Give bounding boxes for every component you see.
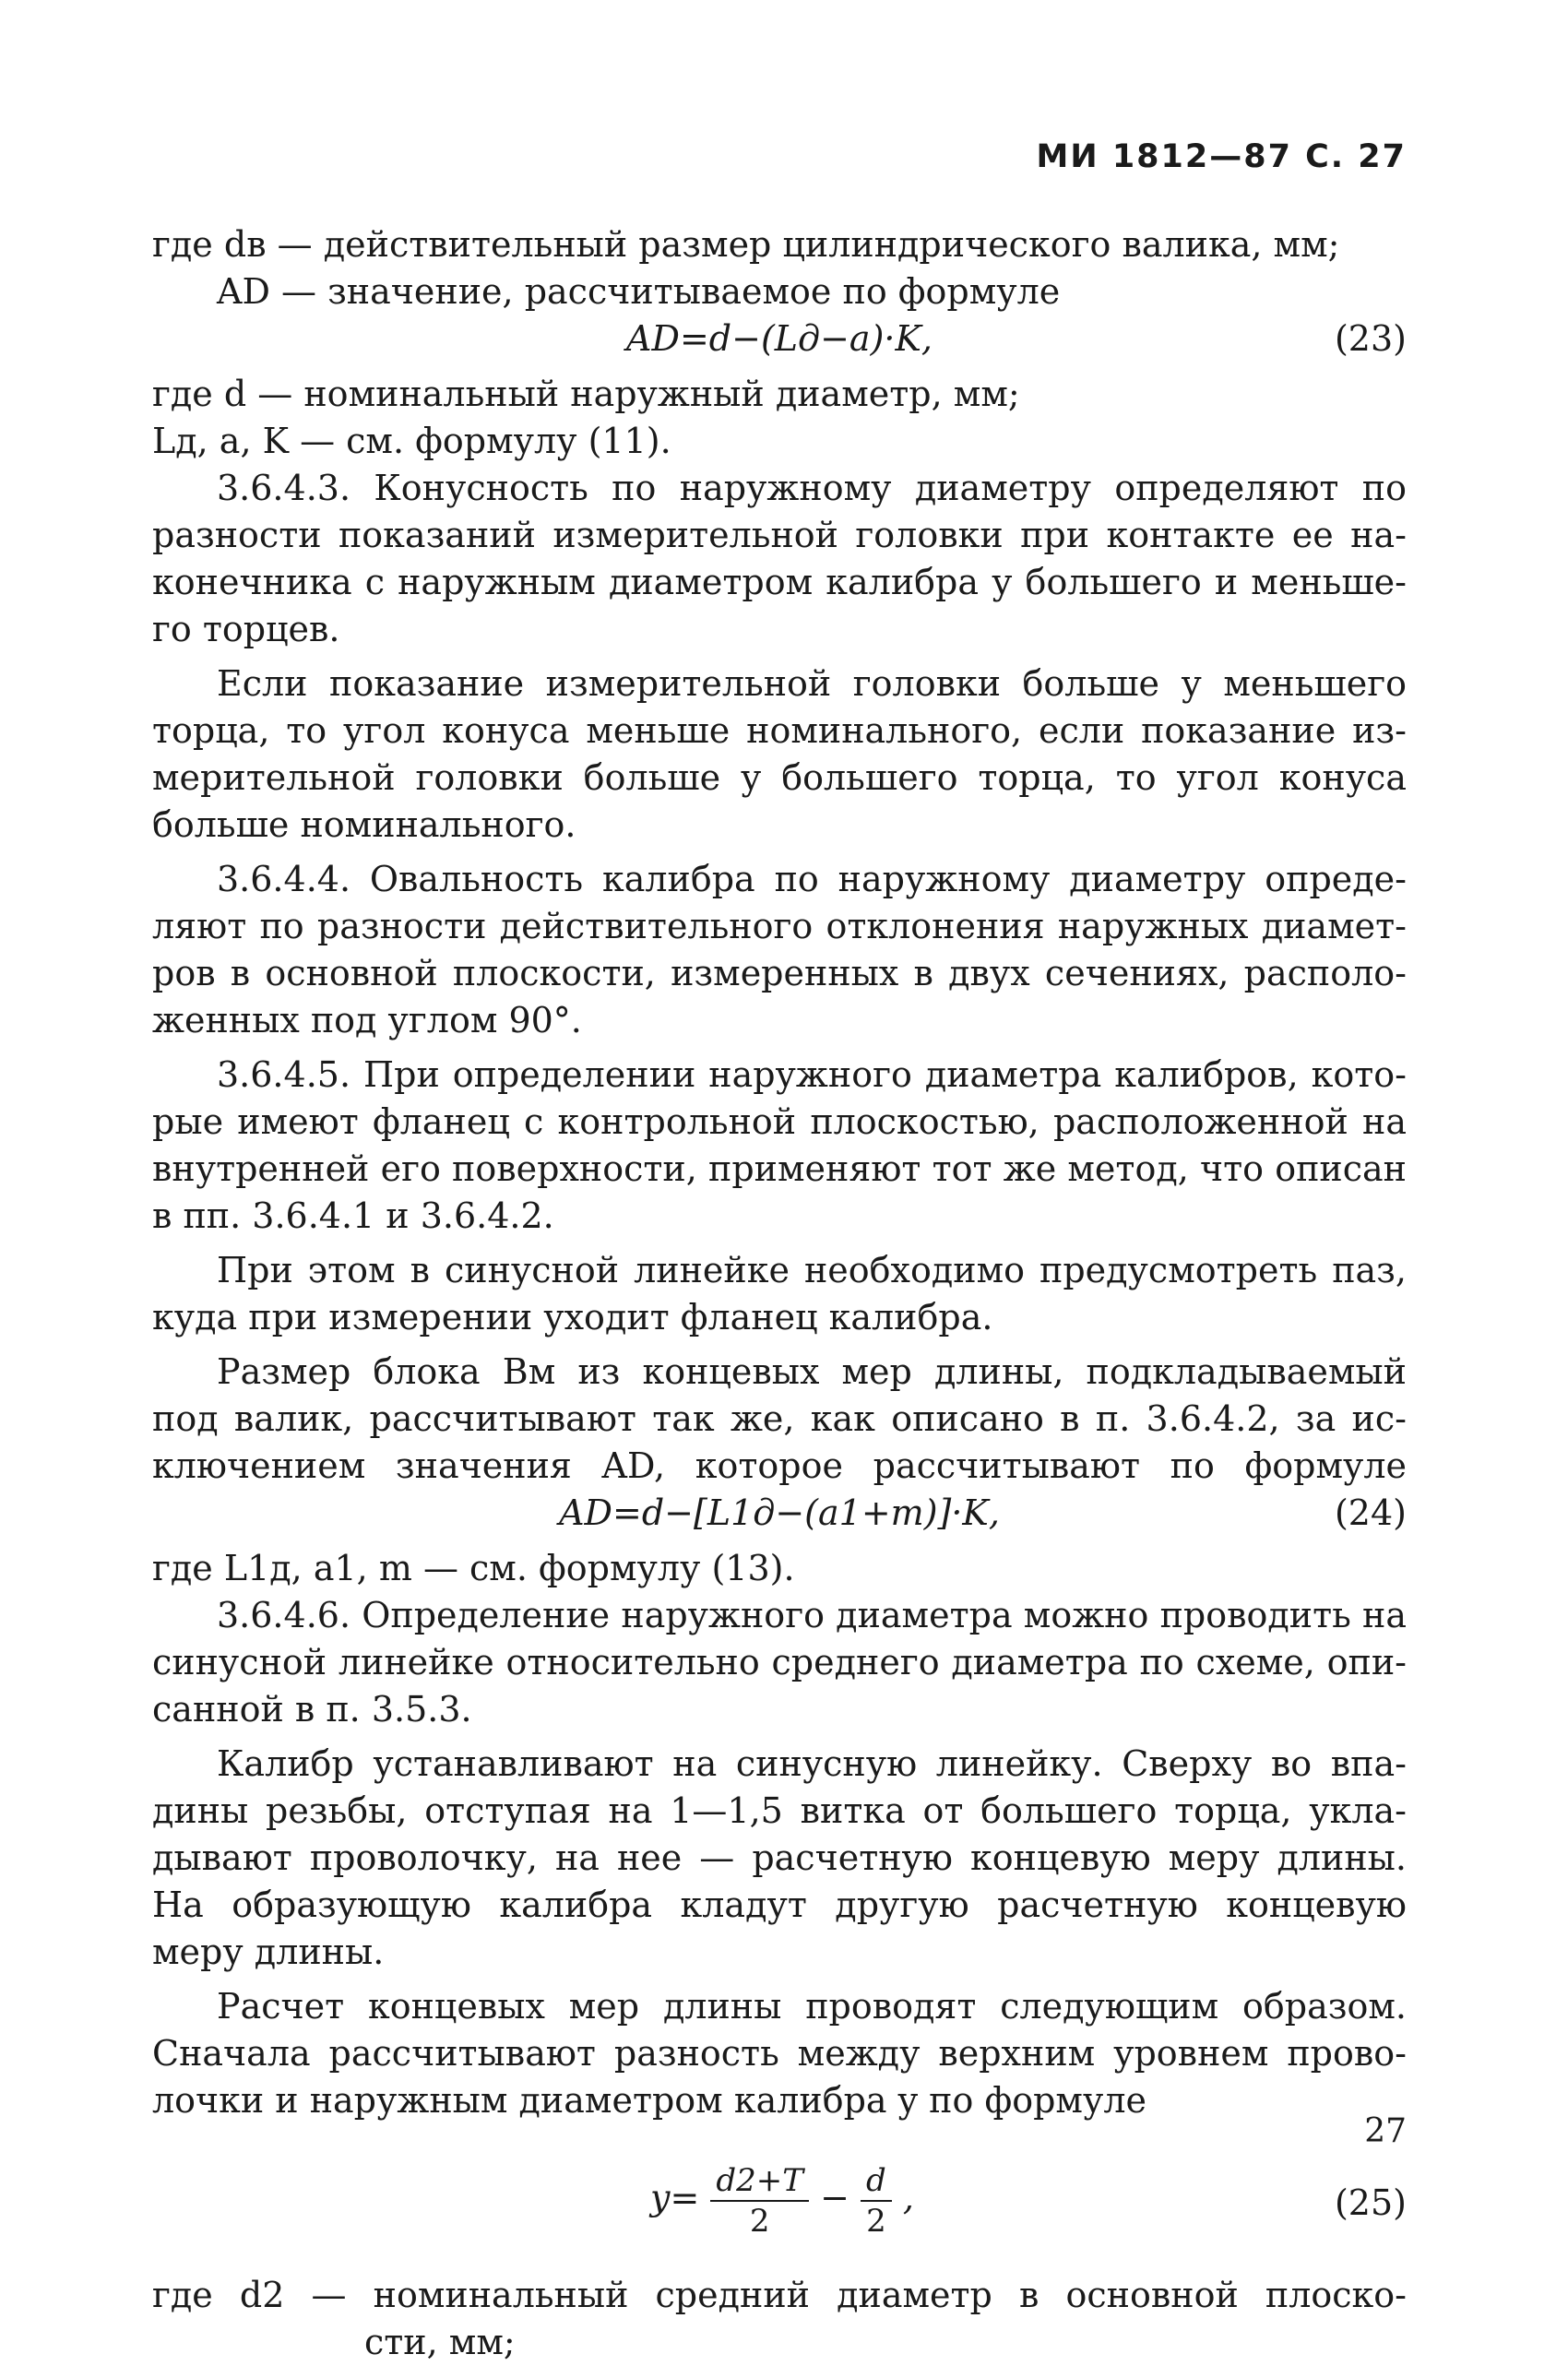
page-content xyxy=(152,221,1407,2366)
text-line: больше номинального. xyxy=(152,804,576,845)
text-line: куда при измерении уходит фланец калибра. xyxy=(152,1297,993,1338)
text-line: разности показаний измерительной головки при контакте ее на- xyxy=(152,515,1407,555)
fraction-1-numerator: d2+T xyxy=(710,2161,809,2202)
text-line: Калибр устанавливают на синусную линейку. Сверху во впа- xyxy=(217,1743,1407,1784)
formula-23-number: (23) xyxy=(1334,318,1407,359)
text-line: где d — номинальный наружный диаметр, мм; xyxy=(152,374,1020,414)
formula-24 xyxy=(152,1490,1407,1545)
formula-23 xyxy=(152,315,1407,371)
text-line: AD — значение, рассчитываемое по формуле xyxy=(217,271,1061,312)
fraction-2-denominator: 2 xyxy=(866,2203,886,2240)
formula-24-expression: AD=d−[L1д−(a1+m)]·K, xyxy=(559,1492,1000,1533)
text-line: конечника с наружным диаметром калибра у большего и меньше- xyxy=(152,562,1407,602)
text-line: торца, то угол конуса меньше номинального, если показание из- xyxy=(152,710,1407,751)
text-line: Расчет концевых мер длины проводят следующим образом. xyxy=(217,1986,1407,2027)
fraction-1 xyxy=(710,2161,809,2241)
text-line: ров в основной плоскости, измеренных в двух сечениях, располо- xyxy=(152,953,1407,993)
formula-25-lhs: y= xyxy=(650,2177,700,2218)
text-line: 3.6.4.3. Конусность по наружному диаметру определяют по xyxy=(217,468,1407,508)
fraction-2-numerator: d xyxy=(861,2161,892,2202)
formula-25 xyxy=(152,2143,1407,2272)
text-line: где d2 — номинальный средний диаметр в основной плоско- xyxy=(152,2275,1407,2315)
text-line: дывают проволочку, на нее — расчетную концевую меру длины. xyxy=(152,1837,1407,1878)
text-line: го торцев. xyxy=(152,609,340,649)
text-line: Если показание измерительной головки больше у меньшего xyxy=(217,663,1407,704)
text-line: в пп. 3.6.4.1 и 3.6.4.2. xyxy=(152,1195,554,1236)
text-line: синусной линейке относительно среднего диаметра по схеме, опи- xyxy=(152,1642,1407,1682)
text-line: 3.6.4.4. Овальность калибра по наружному диаметру опреде- xyxy=(217,859,1407,899)
text-line: ляют по разности действительного отклонения наружных диамет- xyxy=(152,906,1407,946)
text-line: где L1д, a1, m — см. формулу (13). xyxy=(152,1548,795,1588)
text-line: дины резьбы, отступая на 1—1,5 витка от большего торца, укла- xyxy=(152,1790,1407,1831)
text-line: санной в п. 3.5.3. xyxy=(152,1689,472,1730)
text-line: где dв — действительный размер цилиндрического валика, мм; xyxy=(152,224,1340,265)
fraction-2 xyxy=(861,2161,892,2241)
text-line: рые имеют фланец с контрольной плоскостью, расположенной на xyxy=(152,1101,1407,1142)
text-line: На образующую калибра кладут другую расчетную концевую xyxy=(152,1884,1407,1925)
text-line: лочки и наружным диаметром калибра y по формуле xyxy=(152,2080,1146,2121)
text-line: сти, мм; xyxy=(364,2322,516,2362)
fraction-1-denominator: 2 xyxy=(749,2203,770,2240)
text-line: под валик, рассчитывают так же, как описано в п. 3.6.4.2, за ис- xyxy=(152,1398,1407,1439)
page-header: МИ 1812—87 С. 27 xyxy=(1036,138,1407,175)
text-line: меру длины. xyxy=(152,1932,385,1972)
formula-25-minus: − xyxy=(820,2177,849,2218)
text-line: При этом в синусной линейке необходимо предусмотреть паз, xyxy=(217,1250,1407,1290)
text-line: мерительной головки больше у большего торца, то угол конуса xyxy=(152,757,1407,798)
formula-25-number: (25) xyxy=(1334,2182,1407,2223)
formula-25-expression xyxy=(650,2161,914,2241)
formula-25-tail: , xyxy=(902,2177,914,2218)
text-line: ключением значения AD, которое рассчитывают по формуле xyxy=(152,1445,1407,1486)
text-line: Размер блока Bм из концевых мер длины, подкладываемый xyxy=(217,1351,1407,1392)
text-line: 3.6.4.6. Определение наружного диаметра можно проводить на xyxy=(217,1595,1407,1635)
formula-23-expression: AD=d−(Lд−a)·K, xyxy=(626,318,932,359)
text-line: 3.6.4.5. При определении наружного диаметра калибров, кото- xyxy=(217,1054,1407,1095)
page-number: 27 xyxy=(1364,2112,1407,2150)
formula-24-number: (24) xyxy=(1334,1492,1407,1533)
text-line: Lд, a, K — см. формулу (11). xyxy=(152,421,671,461)
text-line: Сначала рассчитывают разность между верхним уровнем прово- xyxy=(152,2033,1407,2074)
text-line: внутренней его поверхности, применяют тот же метод, что описан xyxy=(152,1148,1407,1189)
text-line: женных под углом 90°. xyxy=(152,1000,582,1040)
